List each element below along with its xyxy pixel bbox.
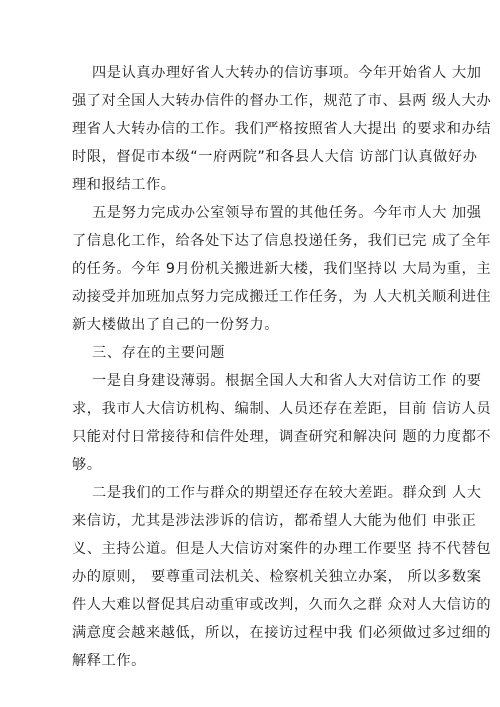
text-line: 了信息化工作，给各处下达了信息投递任务，我们已完 成了全年 bbox=[72, 233, 492, 249]
text-line: 理省人大转办信的工作。我们严格按照省人大提出 的要求和办结 bbox=[72, 121, 492, 137]
text-line: 只能对付日常接待和信件处理，调查研究和解决问 题的力度都不 bbox=[72, 429, 492, 445]
text-line: 五是努力完成办公室领导布置的其他任务。今年市人大 加强 bbox=[92, 205, 482, 221]
text-line: 办的原则， 要尊重司法机关、检察机关独立办案， 所以多数案 bbox=[72, 569, 482, 585]
text-line: 的任务。今年 9月份机关搬进新大楼，我们坚持以 大局为重，主 bbox=[72, 261, 492, 277]
text-line: 解释工作。 bbox=[72, 653, 146, 669]
text-line: 四是认真办理好省人大转办的信访事项。今年开始省人 大加 bbox=[92, 65, 482, 81]
text-line: 理和报结工作。 bbox=[72, 177, 176, 193]
text-line: 来信访，尤其是涉法涉诉的信访，都希望人大能为他们 申张正 bbox=[72, 513, 477, 529]
text-line: 件人大难以督促其启动重审或改判，久而久之群 众对人大信访的 bbox=[72, 597, 492, 613]
text-line: 一是自身建设薄弱。根据全国人大和省人大对信访工作 的要 bbox=[92, 373, 482, 389]
text-line: 时限，督促市本级“一府两院”和各县人大信 访部门认真做好办 bbox=[72, 149, 478, 165]
text-line: 新大楼做出了自己的一份努力。 bbox=[72, 317, 280, 333]
text-line: 二是我们的工作与群众的期望还存在较大差距。群众到 人大 bbox=[92, 485, 482, 501]
text-line: 动接受并加班加点努力完成搬迁工作任务，为 人大机关顺利进住 bbox=[72, 289, 492, 305]
text-line: 义、主持公道。但是人大信访对案件的办理工作要坚 持不代替包 bbox=[72, 541, 492, 557]
text-line: 强了对全国人大转办信件的督办工作，规范了市、县两 级人大办 bbox=[72, 93, 492, 109]
section-heading: 三、存在的主要问题 bbox=[92, 345, 226, 361]
text-line: 求，我市人大信访机构、编制、人员还存在差距，目前 信访人员 bbox=[72, 401, 492, 417]
text-line: 满意度会越来越低，所以，在接访过程中我 们必须做过多过细的 bbox=[72, 625, 492, 641]
text-line: 够。 bbox=[72, 457, 102, 473]
